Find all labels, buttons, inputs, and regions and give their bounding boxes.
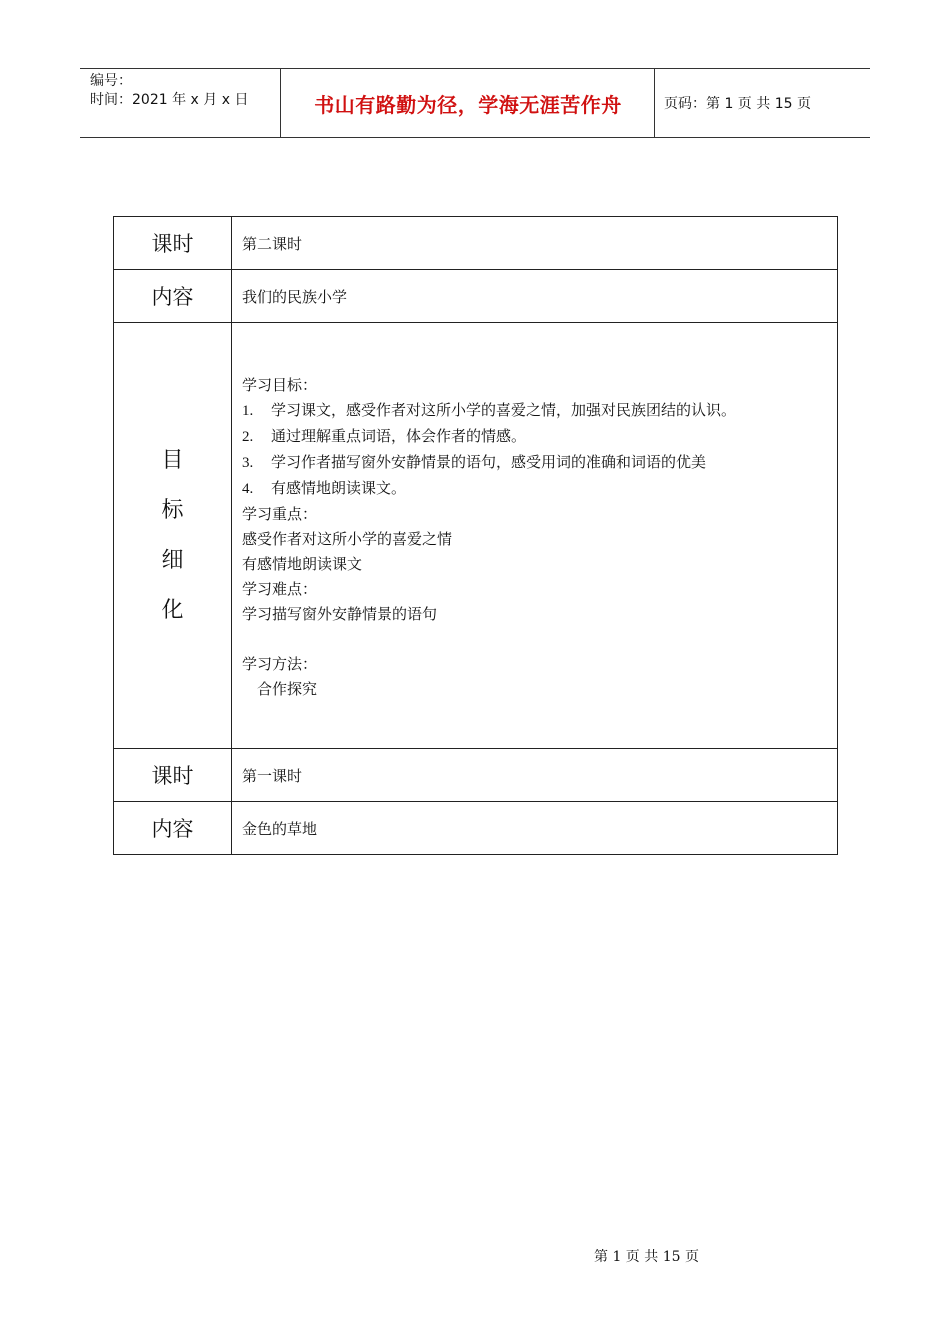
table-row [114,323,838,749]
goal-item: 2. 通过理解重点词语，体会作者的情感。 [242,426,527,445]
goal-item: 4. 有感情地朗读课文。 [242,478,407,497]
difficulty-title: 学习难点： [242,579,318,598]
period-label: 课时 [114,217,232,270]
date-label: 时间：2021 年 x 月 x 日 [90,92,249,108]
page-header [80,68,870,138]
goal-item: 1. 学习课文，感受作者对这所小学的喜爱之情，加强对民族团结的认识。 [242,400,737,419]
key-point: 感受作者对这所小学的喜爱之情 [242,529,453,548]
header-motto: 书山有路勤为径，学海无涯苦作舟 [282,69,655,137]
content-value: 金色的草地 [232,802,838,855]
period-label: 课时 [114,749,232,802]
table-row [114,217,838,270]
key-title: 学习重点： [242,504,318,523]
table-row [114,749,838,802]
goal-item: 3. 学习作者描写窗外安静情景的语句，感受用词的准确和词语的优美 [242,452,707,471]
difficulty-point: 学习描写窗外安静情景的语句 [242,604,438,623]
goals-title: 学习目标： [242,375,318,394]
objectives-label [114,323,232,749]
lesson-plan-table [113,216,838,855]
table-row [114,802,838,855]
objectives-label-char: 细 [161,547,184,573]
content-label: 内容 [114,270,232,323]
period-value: 第二课时 [232,217,838,270]
content-value: 我们的民族小学 [232,270,838,323]
method-value: 合作探究 [257,679,318,698]
objectives-label-char: 化 [161,597,184,623]
key-point: 有感情地朗读课文 [242,554,363,573]
content-label: 内容 [114,802,232,855]
period-value: 第一课时 [232,749,838,802]
page-footer: 第 1 页 共 15 页 [594,1249,699,1265]
method-title: 学习方法： [242,654,318,673]
objectives-content [232,323,838,749]
table-row [114,270,838,323]
objectives-label-char: 标 [161,497,184,523]
code-label: 编号： [90,73,132,89]
header-page-info: 页码：第 1 页 共 15 页 [664,96,811,112]
objectives-label-char: 目 [161,447,184,473]
header-meta [80,69,281,137]
